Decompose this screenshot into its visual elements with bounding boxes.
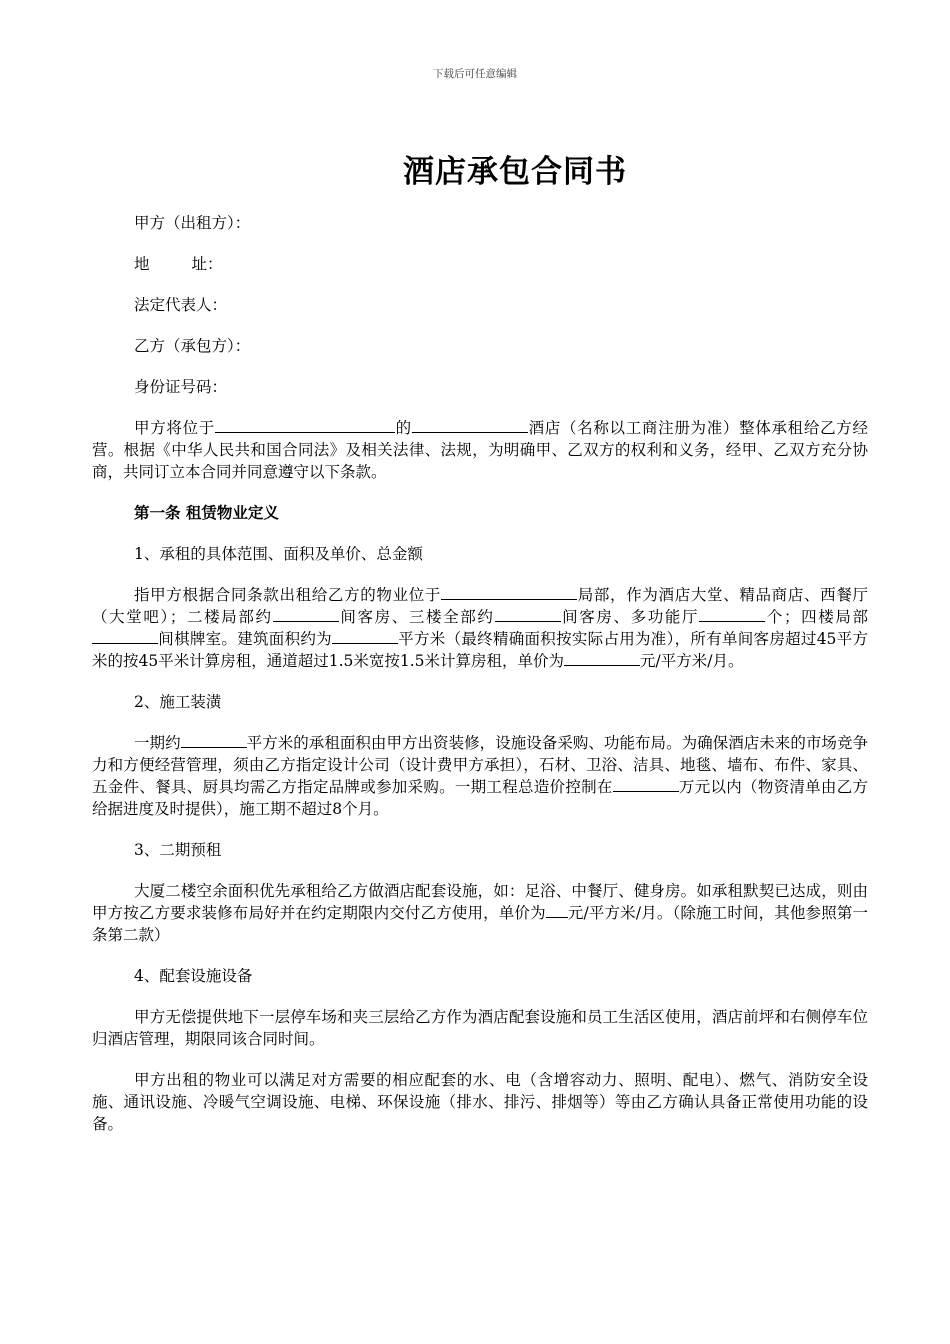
blank-field [92,628,158,644]
address-label-right: 址： [191,255,223,273]
intro-paragraph: 甲方将位于 的 酒店（名称以工商注册为准）整体承租给乙方经营。根据《中华人民共和国合同法》及相关法律、法规，为明确甲、乙双方的权利和义务，经甲、乙双方充分协商，共同订立本合同并同意遵守以下条款。 [92,419,868,481]
blank-field [412,417,528,433]
id-number-line: 身份证号码： [134,378,228,396]
section-4-paragraph-2: 甲方出租的物业可以满足对方需要的相应配套的水、电（含增容动力、照明、配电）、燃气、消防安全设施、通讯设施、冷暖气空调设施、电梯、环保设施（排水、排污、排烟等）等由乙方确认具备正常使用功能的设备。 [92,1071,868,1133]
blank-field [332,628,398,644]
address-label-left: 地 [134,255,150,273]
section-3-paragraph: 大厦二楼空余面积优先承租给乙方做酒店配套设施，如：足浴、中餐厅、健身房。如承租默契已达成，则由甲方按乙方要求装修布局好并在约定期限内交付乙方使用，单价为 元/平方米/月。（除施工时间，其他参照第一条第二款） [92,882,868,944]
section-4-title: 4、配套设施设备 [134,967,253,985]
page-header: 下载后可任意编辑 [433,68,517,80]
section-1-paragraph: 指甲方根据合同条款出租给乙方的物业位于 局部，作为酒店大堂、精品商店、西餐厅（大堂吧）；二楼局部约 间客房、三楼全部约 间客房、多功能厅 个；四楼局部间棋牌室。建筑面积约为 平方米（最终精确面积按实际占用为准），所有单间客房超过45平方米的按45平米计算房租，通道超过1.5米宽按1.5米计算房租，单价为 元/平方米/月。 [92,586,868,670]
section-3-title: 3、二期预租 [134,841,222,859]
party-a-line: 甲方（出租方）： [134,214,251,232]
address-line [92,253,868,275]
blank-field [546,902,568,918]
blank-field [181,732,247,748]
section-4-paragraph-1: 甲方无偿提供地下一层停车场和夹三层给乙方作为酒店配套设施和员工生活区使用，酒店前坪和右侧停车位归酒店管理，期限同该合同时间。 [92,1008,868,1048]
section-2-title: 2、施工装潢 [134,693,222,711]
blank-field [441,584,577,600]
document-title: 酒店承包合同书 [403,154,627,190]
section-2-paragraph: 一期约 平方米的承租面积由甲方出资装修，设施设备采购、功能布局。为确保酒店未来的市场竞争力和方便经营管理，须由乙方指定设计公司（设计费甲方承担），石材、卫浴、洁具、地毯、墙布、布件、家具、五金件、餐具、厨具均需乙方指定品牌或参加采购。一期工程总造价控制在 万元以内（物资清单由乙方给据进度及时提供），施工期不超过8个月。 [92,734,868,818]
legal-rep-line: 法定代表人： [134,296,228,314]
document-body [92,212,868,1154]
blank-field [215,417,395,433]
blank-field [495,606,561,622]
blank-field [273,606,339,622]
blank-field [613,776,679,792]
article-1-heading: 第一条 租赁物业定义 [134,504,279,522]
blank-field [699,606,765,622]
section-1-title: 1、承租的具体范围、面积及单价、总金额 [134,545,423,563]
blank-field [564,650,640,666]
party-b-line: 乙方（承包方）： [134,337,251,355]
